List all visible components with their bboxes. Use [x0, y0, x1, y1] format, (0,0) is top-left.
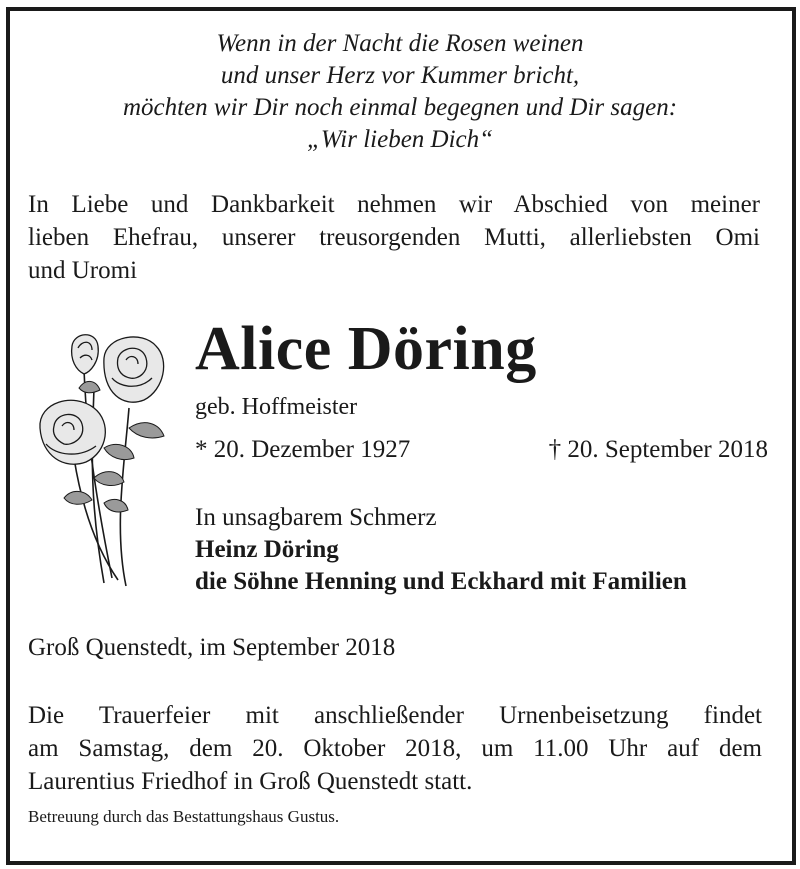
funeral-line-3: Laurentius Friedhof in Groß Quenstedt statt. [28, 768, 473, 795]
funeral-line-1: Die Trauerfeier mit anschließender Urnenbeisetzung findet [28, 702, 762, 729]
poem [0, 28, 800, 156]
funeral-info [28, 699, 762, 798]
mourners [195, 502, 687, 598]
birth-date: * 20. Dezember 1927 [195, 436, 411, 463]
deceased-name: Alice Döring [195, 315, 537, 383]
mourners-intro: In unsagbarem Schmerz [195, 504, 437, 531]
intro-line-1: In Liebe und Dankbarkeit nehmen wir Abschied von meiner [28, 191, 760, 218]
roses-icon [34, 328, 179, 590]
mourner-family: die Söhne Henning und Eckhard mit Familien [195, 568, 687, 595]
poem-line-4: „Wir lieben Dich“ [306, 126, 494, 153]
poem-line-3: möchten wir Dir noch einmal begegnen und Dir sagen: [122, 94, 678, 121]
poem-line-1: Wenn in der Nacht die Rosen weinen [216, 30, 584, 57]
intro-text [28, 188, 760, 287]
mourner-spouse: Heinz Döring [195, 536, 339, 563]
place-date: Groß Quenstedt, im September 2018 [28, 634, 396, 661]
intro-line-3: und Uromi [28, 257, 138, 284]
intro-line-2: lieben Ehefrau, unserer treusorgenden Mutti, allerliebsten Omi [28, 224, 760, 251]
care-note: Betreuung durch das Bestattungshaus Gustus. [28, 807, 340, 826]
death-date: † 20. September 2018 [548, 436, 768, 463]
birth-name: geb. Hoffmeister [195, 394, 358, 420]
poem-line-2: und unser Herz vor Kummer bricht, [220, 62, 580, 89]
funeral-line-2: am Samstag, dem 20. Oktober 2018, um 11.00 Uhr auf dem [28, 735, 762, 762]
